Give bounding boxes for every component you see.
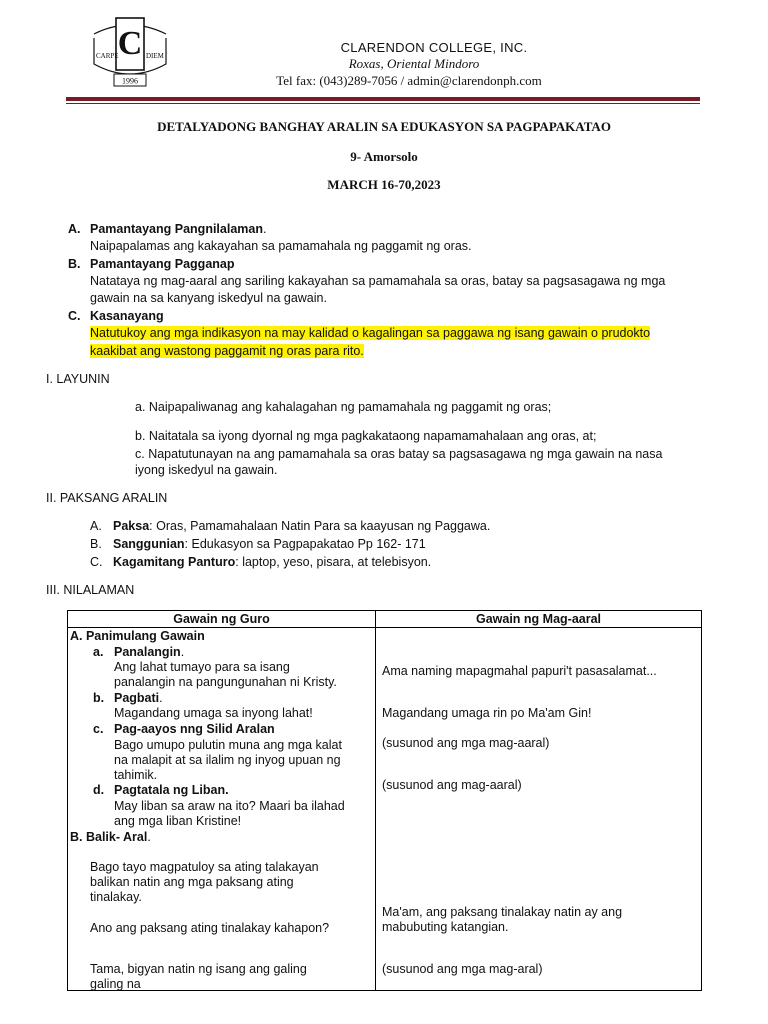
student-response-5-line2: mabubuting katangian. (382, 920, 509, 934)
document-title: DETALYADONG BANGHAY ARALIN SA EDUKASYON SA PAGPAPAKATAO (157, 119, 611, 134)
pag-aayos-text-line2: na malapit at sa ilalim ng inyog upuan ng (114, 753, 341, 767)
kagamitan-item: Kagamitang Panturo: laptop, yeso, pisara, at telebisyon. (113, 555, 432, 569)
document-section: 9- Amorsolo (350, 149, 418, 164)
balik-aral-text-line3: tinalakay. (90, 890, 142, 904)
school-contact: Tel fax: (043)289-7056 / admin@clarendonph.com (276, 73, 542, 88)
pag-aayos-title: Pag-aayos nng Silid Aralan (114, 722, 275, 736)
panalangin-text-line1: Ang lahat tumayo para sa isang (114, 660, 290, 674)
logo-letter: C (117, 25, 143, 62)
panalangin-label: a. (93, 645, 104, 659)
student-response-2: Magandang umaga rin po Ma'am Gin! (382, 706, 592, 720)
standard-c-heading: Kasanayang (90, 309, 164, 323)
panalangin-text-line2: panalangin na pangungunahan ni Kristy. (114, 675, 337, 689)
balik-aral-praise-line1: Tama, bigyan natin ng isang ang galing (90, 962, 307, 976)
lesson-table (67, 610, 702, 991)
panalangin-title: Panalangin. (114, 645, 185, 659)
standard-a-heading: Pamantayang Pangnilalaman. (90, 222, 267, 236)
nilalaman-heading: III. NILALAMAN (46, 583, 135, 597)
paksa-item: Paksa: Oras, Pamamahalaan Natin Para sa kaayusan ng Paggawa. (113, 519, 491, 533)
standard-c-text-line1: Natutukoy ang mga indikasyon na may kalidad o kagalingan sa paggawa ng isang gawain o prudokto (90, 326, 651, 340)
balik-aral-heading: B. Balik- Aral. (70, 830, 151, 844)
logo-year: 1996 (122, 76, 138, 86)
table-row (68, 628, 702, 991)
school-address: Roxas, Oriental Mindoro (348, 56, 480, 71)
pagbati-title: Pagbati. (114, 691, 163, 705)
column-header-guro: Gawain ng Guro (68, 611, 376, 628)
student-response-5-line1: Ma'am, ang paksang tinalakay natin ay ang (382, 905, 623, 919)
pagbati-text: Magandang umaga sa inyong lahat! (114, 706, 313, 720)
pagtatala-text-line2: ang mga liban Kristine! (114, 814, 242, 828)
table-header-row (68, 611, 702, 628)
balik-aral-text-line2: balikan natin ang mga paksang ating (90, 875, 294, 889)
layunin-c-line2: iyong iskedyul na gawain. (135, 463, 278, 477)
pag-aayos-label: c. (93, 722, 104, 736)
pag-aayos-text-line1: Bago umupo pulutin muna ang mga kalat (114, 738, 342, 752)
panimulang-gawain-heading: A. Panimulang Gawain (70, 629, 205, 643)
sanggunian-item: Sanggunian: Edukasyon sa Pagpapakatao Pp 162- 171 (113, 537, 426, 551)
header-rule-thin (66, 103, 700, 104)
column-header-magaaral: Gawain ng Mag-aaral (376, 611, 702, 628)
kagamitan-letter: C. (90, 555, 103, 569)
layunin-a: a. Naipapaliwanag ang kahalagahan ng pamamahala ng paggamit ng oras; (135, 400, 552, 414)
header-rule (66, 97, 700, 101)
balik-aral-text-line1: Bago tayo magpatuloy sa ating talakayan (90, 860, 319, 874)
logo-motto-right: DIEM (146, 52, 164, 60)
guro-cell (68, 628, 376, 991)
school-name: CLARENDON COLLEGE, INC. (340, 40, 528, 55)
student-response-6: (susunod ang mga mag-aral) (382, 962, 543, 976)
pagbati-label: b. (93, 691, 105, 705)
balik-aral-question: Ano ang paksang ating tinalakay kahapon? (90, 921, 330, 935)
standard-b-text-line1: Natataya ng mag-aaral ang sariling kakayahan sa pamamahala sa oras, batay sa pagsasagawa ng mga (90, 274, 666, 288)
student-response-1: Ama naming mapagmahal papuri't pasasalamat... (382, 664, 657, 678)
student-response-3: (susunod ang mga mag-aaral) (382, 736, 550, 750)
balik-aral-praise-line2: galing na (90, 977, 141, 991)
standard-b-letter: B. (68, 257, 81, 271)
pagtatala-text-line1: May liban sa araw na ito? Maari ba ilahad (114, 799, 345, 813)
standard-b-heading: Pamantayang Pagganap (90, 257, 235, 271)
standard-b-text-line2: gawain na sa kanyang iskedyul na gawain. (90, 291, 327, 305)
sanggunian-letter: B. (90, 537, 102, 551)
pagtatala-label: d. (93, 783, 105, 797)
pagtatala-title: Pagtatala ng Liban. (114, 783, 229, 797)
standard-a-text: Naipapalamas ang kakayahan sa pamamahala ng paggamit ng oras. (90, 239, 472, 253)
logo-motto-left: CARPE (96, 52, 119, 60)
standard-c-text-line2: kaakibat ang wastong paggamit ng oras para rito. (90, 344, 364, 358)
layunin-heading: I. LAYUNIN (46, 372, 110, 386)
standard-a-letter: A. (68, 222, 81, 236)
pag-aayos-text-line3: tahimik. (114, 768, 158, 782)
layunin-b: b. Naitatala sa iyong dyornal ng mga pagkakataong napamamahalaan ang oras, at; (135, 429, 597, 443)
layunin-c-line1: c. Napatutunayan na ang pamamahala sa oras batay sa pagsasagawa ng mga gawain na nasa (135, 447, 663, 461)
standard-c-letter: C. (68, 309, 81, 323)
paksa-letter: A. (90, 519, 102, 533)
magaaral-cell (376, 628, 702, 991)
paksang-aralin-heading: II. PAKSANG ARALIN (46, 491, 168, 505)
document-date: MARCH 16-70,2023 (327, 177, 441, 192)
student-response-4: (susunod ang mag-aaral) (382, 778, 522, 792)
